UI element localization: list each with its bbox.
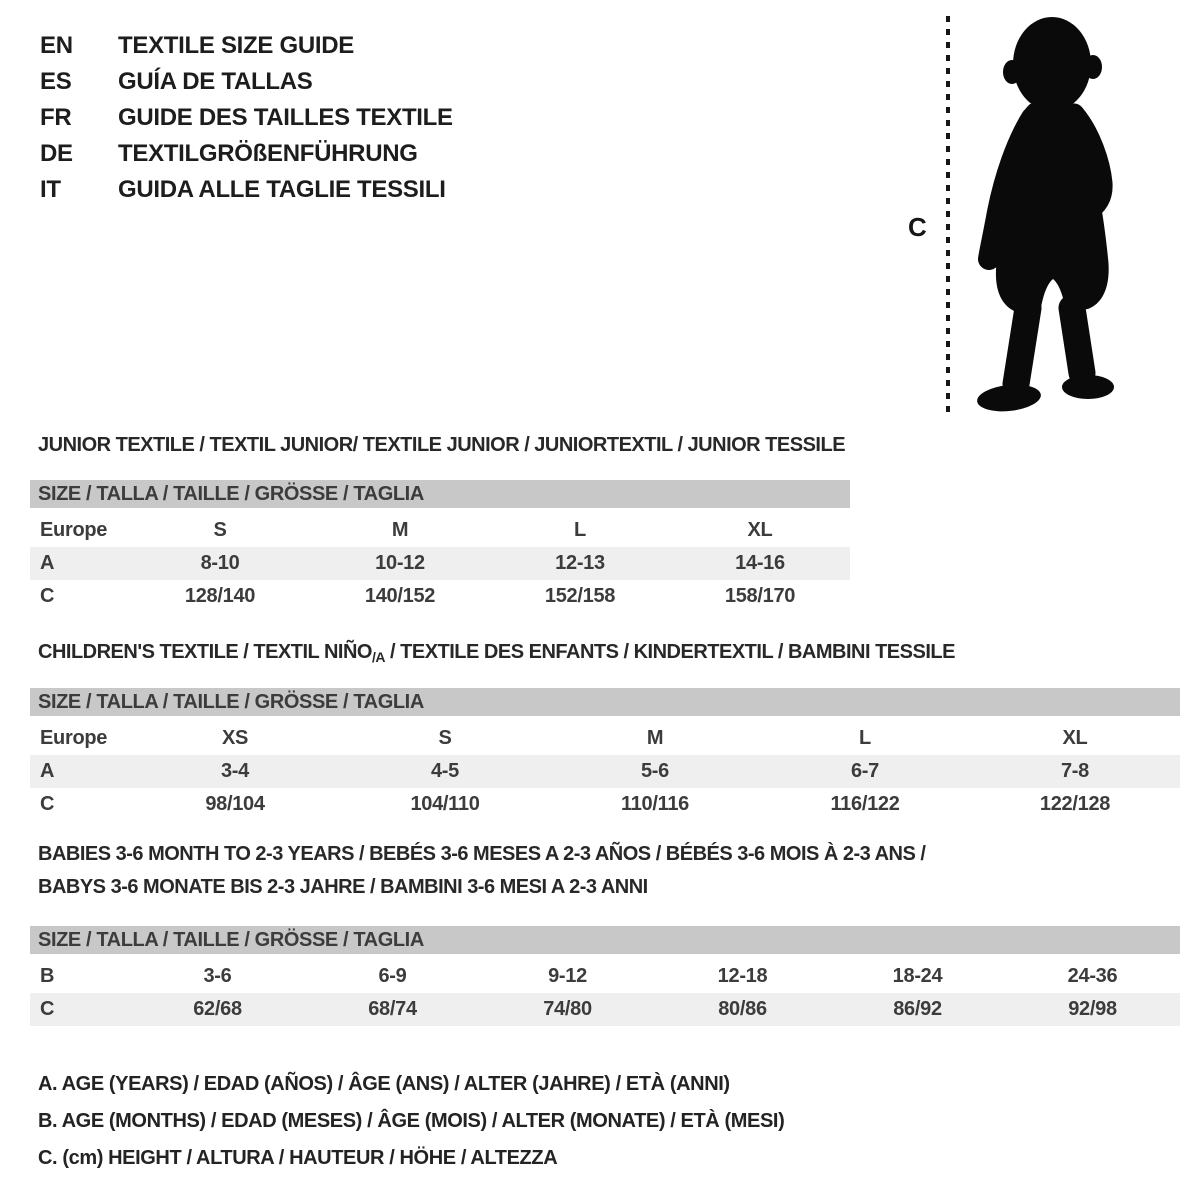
toddler-silhouette-icon — [960, 12, 1140, 420]
babies-section-heading-line2: BABYS 3-6 MONATE BIS 2-3 JAHRE / BAMBINI 3-6 MESI A 2-3 ANNI — [38, 876, 648, 898]
legend-age-years: A. AGE (YEARS) / EDAD (AÑOS) / ÂGE (ANS) / ALTER (JAHRE) / ETÀ (ANNI) — [38, 1073, 730, 1095]
size-value: 110/116 — [621, 793, 689, 815]
size-value: 7-8 — [1060, 760, 1089, 782]
babies-size-table — [30, 926, 1180, 1026]
legend-age-months: B. AGE (MONTHS) / EDAD (MESES) / ÂGE (MOIS) / ALTER (MONATE) / ETÀ (MESI) — [38, 1110, 785, 1132]
legend-height-cm: C. (cm) HEIGHT / ALTURA / HAUTEUR / HÖHE / ALTEZZA — [38, 1147, 558, 1169]
size-value: 68/74 — [368, 998, 417, 1020]
size-header-band: SIZE / TALLA / TAILLE / GRÖSSE / TAGLIA — [30, 480, 850, 508]
size-value: 62/68 — [193, 998, 242, 1020]
size-value: 116/122 — [830, 793, 900, 815]
language-title-list — [40, 28, 453, 208]
children-heading-sub: /A — [371, 649, 385, 665]
size-value: 14-16 — [735, 552, 785, 574]
size-value: 12-13 — [555, 552, 605, 574]
children-size-table — [30, 688, 1180, 821]
guide-title: GUÍA DE TALLAS — [118, 68, 313, 95]
size-value: 128/140 — [184, 585, 256, 607]
size-value: XL — [747, 519, 773, 541]
size-value: 18-24 — [892, 965, 943, 987]
junior-size-table — [30, 480, 850, 613]
babies-table-rows — [30, 960, 1180, 1026]
size-value: 92/98 — [1068, 998, 1117, 1020]
size-value: S — [213, 519, 227, 541]
row-label: C — [40, 793, 55, 815]
row-label: Europe — [40, 727, 108, 749]
table-row — [30, 788, 1180, 821]
size-value: 86/92 — [893, 998, 942, 1020]
junior-table-rows — [30, 514, 850, 613]
row-label: B — [40, 965, 55, 987]
guide-title: TEXTILGRÖßENFÜHRUNG — [118, 140, 418, 167]
size-value: L — [574, 519, 586, 541]
language-row — [40, 136, 453, 172]
measurement-legend — [38, 1066, 784, 1177]
children-heading-post: / TEXTILE DES ENFANTS / KINDERTEXTIL / BAMBINI TESSILE — [384, 641, 955, 663]
table-row — [30, 514, 850, 547]
size-value: S — [438, 727, 452, 749]
row-label: A — [40, 760, 55, 782]
table-row — [30, 547, 850, 580]
row-label: C — [40, 585, 55, 607]
language-row — [40, 64, 453, 100]
guide-title: GUIDA ALLE TAGLIE TESSILI — [118, 176, 446, 203]
guide-title: GUIDE DES TAILLES TEXTILE — [118, 104, 453, 131]
children-section-heading — [38, 641, 955, 665]
size-value: L — [859, 727, 871, 749]
size-value: XS — [221, 727, 249, 749]
size-value: 24-36 — [1067, 965, 1118, 987]
size-header-band: SIZE / TALLA / TAILLE / GRÖSSE / TAGLIA — [30, 688, 1180, 716]
size-value: 10-12 — [375, 552, 425, 574]
language-row — [40, 172, 453, 208]
table-row — [30, 993, 1180, 1026]
size-header-band: SIZE / TALLA / TAILLE / GRÖSSE / TAGLIA — [30, 926, 1180, 954]
size-value: 122/128 — [1039, 793, 1111, 815]
size-value: 152/158 — [544, 585, 616, 607]
size-value: 3-4 — [220, 760, 249, 782]
height-measure-dashed-line — [946, 16, 950, 416]
row-label: Europe — [40, 519, 108, 541]
height-measure-label: C — [908, 212, 927, 242]
table-row — [30, 755, 1180, 788]
guide-title: TEXTILE SIZE GUIDE — [118, 32, 354, 59]
children-heading-pre: CHILDREN'S TEXTILE / TEXTIL NIÑO — [38, 641, 372, 663]
language-code: FR — [40, 104, 72, 131]
babies-section-heading-line1: BABIES 3-6 MONTH TO 2-3 YEARS / BEBÉS 3-6 MESES A 2-3 AÑOS / BÉBÉS 3-6 MOIS À 2-3 ANS / — [38, 843, 926, 865]
language-row — [40, 28, 453, 64]
size-value: 158/170 — [724, 585, 796, 607]
language-code: DE — [40, 140, 73, 167]
size-value: 3-6 — [203, 965, 232, 987]
children-table-rows — [30, 722, 1180, 821]
table-row — [30, 722, 1180, 755]
language-code: EN — [40, 32, 73, 59]
table-row — [30, 960, 1180, 993]
row-label: C — [40, 998, 55, 1020]
junior-section-heading: JUNIOR TEXTILE / TEXTIL JUNIOR/ TEXTILE JUNIOR / JUNIORTEXTIL / JUNIOR TESSILE — [38, 434, 846, 456]
size-value: 8-10 — [200, 552, 240, 574]
size-value: 80/86 — [718, 998, 767, 1020]
language-code: IT — [40, 176, 61, 203]
size-value: 74/80 — [543, 998, 592, 1020]
row-label: A — [40, 552, 55, 574]
size-value: 12-18 — [717, 965, 768, 987]
size-value: 6-9 — [378, 965, 407, 987]
size-value: 104/110 — [410, 793, 480, 815]
size-value: M — [391, 519, 409, 541]
language-row — [40, 100, 453, 136]
size-value: M — [646, 727, 664, 749]
size-value: 6-7 — [850, 760, 879, 782]
size-value: 4-5 — [430, 760, 459, 782]
size-value: XL — [1062, 727, 1088, 749]
size-value: 9-12 — [548, 965, 587, 987]
table-row — [30, 580, 850, 613]
size-value: 98/104 — [205, 793, 265, 815]
size-value: 140/152 — [364, 585, 436, 607]
language-code: ES — [40, 68, 72, 95]
size-value: 5-6 — [640, 760, 669, 782]
